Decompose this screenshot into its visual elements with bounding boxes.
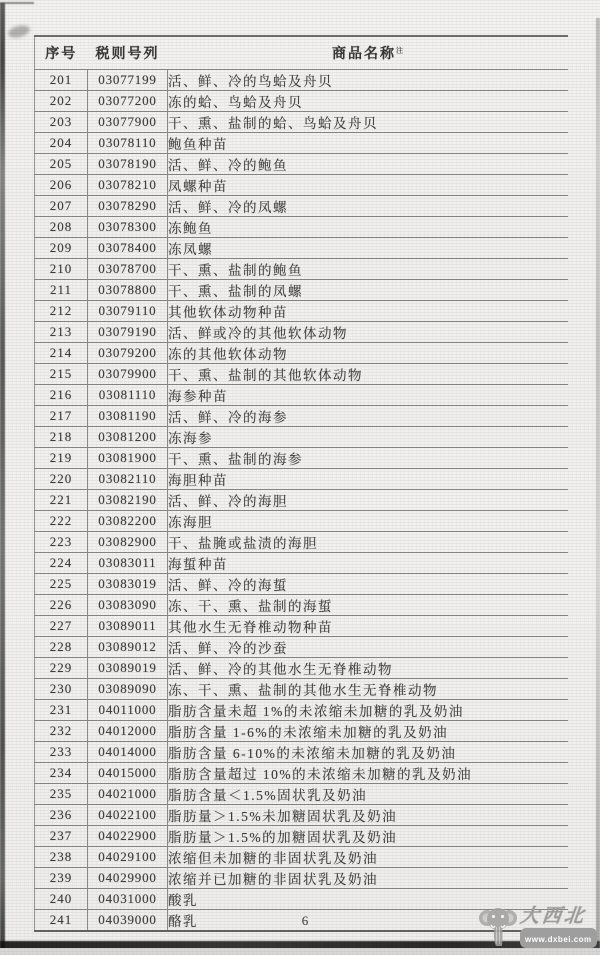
tariff-code-cell: 03077900 [88,111,168,132]
table-row [35,447,568,468]
tariff-code-cell: 03082200 [88,510,168,531]
scan-artifact-left-edge [0,3,5,952]
tariff-code-cell: 04039000 [88,909,168,931]
tariff-code-cell: 03083090 [88,594,168,615]
serial-cell: 240 [35,888,88,909]
serial-cell: 202 [35,90,88,111]
table-row [35,468,568,489]
table-row [35,69,568,90]
serial-cell: 227 [35,615,88,636]
table-row [35,132,568,153]
serial-cell: 211 [35,279,88,300]
product-name-cell: 脂肪含量＜1.5%固状乳及奶油 [168,783,568,804]
serial-cell: 201 [35,69,88,90]
serial-cell: 207 [35,195,88,216]
table-body [35,69,568,931]
serial-cell: 204 [35,132,88,153]
product-name-cell: 脂肪含量 1-6%的未浓缩未加糖的乳及奶油 [168,720,568,741]
tariff-code-cell: 04015000 [88,762,168,783]
tariff-code-cell: 03079190 [88,321,168,342]
table-row [35,300,568,321]
tariff-code-cell: 04012000 [88,720,168,741]
product-name-cell: 活、鲜、冷的海胆 [168,489,568,510]
table-row [35,657,568,678]
tariff-code-cell: 03082110 [88,468,168,489]
product-name-cell: 海胆种苗 [168,468,568,489]
column-header-tariff-code: 税则号列 [88,36,168,69]
serial-cell: 224 [35,552,88,573]
tariff-code-cell: 03078300 [88,216,168,237]
table-row [35,636,568,657]
table-row [35,510,568,531]
tariff-code-cell: 03079900 [88,363,168,384]
tariff-code-cell: 03089019 [88,657,168,678]
table-row [35,531,568,552]
serial-cell: 210 [35,258,88,279]
product-name-cell: 冻鲍鱼 [168,216,568,237]
product-name-cell: 活、鲜、冷的其他水生无脊椎动物 [168,657,568,678]
tariff-code-cell: 03083019 [88,573,168,594]
tariff-code-cell: 03078290 [88,195,168,216]
product-name-cell: 活、鲜、冷的海参 [168,405,568,426]
serial-cell: 231 [35,699,88,720]
watermark-url-badge [520,928,597,948]
tariff-code-cell: 03089090 [88,678,168,699]
product-name-cell: 活、鲜、冷的鸟蛤及舟贝 [168,69,568,90]
serial-cell: 237 [35,825,88,846]
product-name-cell: 浓缩但未加糖的非固状乳及奶油 [168,846,568,867]
product-name-cell: 活、鲜、冷的海蜇 [168,573,568,594]
serial-cell: 208 [35,216,88,237]
tariff-code-cell: 03078400 [88,237,168,258]
tariff-code-cell: 03077200 [88,90,168,111]
elephant-icon [478,903,518,949]
serial-cell: 216 [35,384,88,405]
tariff-code-cell: 03079200 [88,342,168,363]
serial-cell: 213 [35,321,88,342]
table-row [35,405,568,426]
serial-cell: 218 [35,426,88,447]
product-name-cell: 冻海参 [168,426,568,447]
tariff-code-cell: 04031000 [88,888,168,909]
serial-cell: 203 [35,111,88,132]
page-number: 6 [301,913,309,928]
serial-cell: 219 [35,447,88,468]
scan-artifact-top-mark [0,2,34,4]
product-name-cell: 干、熏、盐制的凤螺 [168,279,568,300]
tariff-code-cell: 04029100 [88,846,168,867]
tariff-code-cell: 03089011 [88,615,168,636]
table-row [35,552,568,573]
table-row [35,321,568,342]
table-row [35,111,568,132]
product-name-cell: 活、鲜或冷的其他软体动物 [168,321,568,342]
product-name-cell: 海蜇种苗 [168,552,568,573]
tariff-code-cell: 03081900 [88,447,168,468]
serial-cell: 225 [35,573,88,594]
tariff-code-cell: 03078700 [88,258,168,279]
tariff-code-cell: 03081110 [88,384,168,405]
table-row [35,342,568,363]
table-row [35,804,568,825]
product-name-cell: 脂肪量＞1.5%未加糖固状乳及奶油 [168,804,568,825]
tariff-code-cell: 04029900 [88,867,168,888]
serial-cell: 217 [35,405,88,426]
tariff-code-cell: 03078800 [88,279,168,300]
column-header-serial: 序号 [35,36,88,69]
serial-cell: 221 [35,489,88,510]
product-name-cell: 干、熏、盐制的海参 [168,447,568,468]
table-row [35,741,568,762]
product-name-cell: 脂肪含量超过 10%的未浓缩未加糖的乳及奶油 [168,762,568,783]
serial-cell: 228 [35,636,88,657]
column-header-product-name [168,36,568,69]
product-name-cell: 干、熏、盐制的其他软体动物 [168,363,568,384]
tariff-code-cell: 04011000 [88,699,168,720]
serial-cell: 222 [35,510,88,531]
tariff-code-cell: 03083011 [88,552,168,573]
serial-cell: 233 [35,741,88,762]
table-row [35,699,568,720]
product-name-cell: 冻的其他软体动物 [168,342,568,363]
serial-cell: 223 [35,531,88,552]
tariff-code-cell: 03078210 [88,174,168,195]
serial-cell: 234 [35,762,88,783]
tariff-code-cell: 03077199 [88,69,168,90]
table-row [35,426,568,447]
product-name-cell: 脂肪含量未超 1%的未浓缩未加糖的乳及奶油 [168,699,568,720]
product-name-cell: 凤螺种苗 [168,174,568,195]
table-row [35,174,568,195]
table-row [35,195,568,216]
tariff-code-cell: 03078190 [88,153,168,174]
table-row [35,825,568,846]
serial-cell: 214 [35,342,88,363]
serial-cell: 232 [35,720,88,741]
table-header-row [35,36,568,69]
tariff-table [34,35,568,932]
tariff-code-cell: 03079110 [88,300,168,321]
table-row [35,90,568,111]
serial-cell: 235 [35,783,88,804]
serial-cell: 239 [35,867,88,888]
product-name-cell: 冻凤螺 [168,237,568,258]
table-row [35,678,568,699]
product-name-cell: 酸乳 [168,888,568,909]
product-name-cell: 海参种苗 [168,384,568,405]
site-watermark [478,903,596,951]
tariff-code-cell: 04014000 [88,741,168,762]
tariff-code-cell: 03081200 [88,426,168,447]
product-name-cell: 冻、干、熏、盐制的海蜇 [168,594,568,615]
product-name-cell: 其他水生无脊椎动物种苗 [168,615,568,636]
serial-cell: 215 [35,363,88,384]
watermark-text-block [520,907,597,948]
table-row [35,363,568,384]
tariff-code-cell: 03089012 [88,636,168,657]
table-row [35,762,568,783]
table-row [35,279,568,300]
product-name-cell: 冻的蛤、鸟蛤及舟贝 [168,90,568,111]
product-name-cell: 冻海胆 [168,510,568,531]
table-row [35,153,568,174]
serial-cell: 220 [35,468,88,489]
table-row [35,867,568,888]
tariff-code-cell: 04022100 [88,804,168,825]
product-name-cell: 干、熏、盐制的鲍鱼 [168,258,568,279]
serial-cell: 206 [35,174,88,195]
scan-artifact-right-edge [596,18,600,948]
table-row [35,846,568,867]
table-row [35,615,568,636]
product-name-cell: 活、鲜、冷的凤螺 [168,195,568,216]
serial-cell: 230 [35,678,88,699]
serial-cell: 212 [35,300,88,321]
product-name-cell: 冻、干、熏、盐制的其他水生无脊椎动物 [168,678,568,699]
product-name-cell: 干、盐腌或盐渍的海胆 [168,531,568,552]
tariff-code-cell: 03082190 [88,489,168,510]
product-name-cell: 干、熏、盐制的蛤、鸟蛤及舟贝 [168,111,568,132]
serial-cell: 241 [35,909,88,931]
column-header-product-name-label: 商品名称 [332,46,396,62]
serial-cell: 209 [35,237,88,258]
tariff-code-cell: 04021000 [88,783,168,804]
product-name-cell: 脂肪量＞1.5%的加糖固状乳及奶油 [168,825,568,846]
table-row [35,216,568,237]
table-row [35,384,568,405]
watermark-site-name: 大西北 [518,906,588,927]
product-name-cell: 鲍鱼种苗 [168,132,568,153]
tariff-code-cell: 04022900 [88,825,168,846]
table-row [35,573,568,594]
serial-cell: 236 [35,804,88,825]
serial-cell: 229 [35,657,88,678]
watermark-url: www.dxbei.com [525,935,592,944]
scan-artifact-smudge [7,24,31,40]
table-header [35,36,568,69]
serial-cell: 238 [35,846,88,867]
table-row [35,489,568,510]
product-name-cell: 活、鲜、冷的沙蚕 [168,636,568,657]
product-name-cell: 浓缩并已加糖的非固状乳及奶油 [168,867,568,888]
note-superscript: 注 [396,46,403,55]
tariff-code-cell: 03078110 [88,132,168,153]
tariff-code-cell: 03082900 [88,531,168,552]
serial-cell: 205 [35,153,88,174]
table-row [35,720,568,741]
table-row [35,783,568,804]
product-name-cell: 脂肪含量 6-10%的未浓缩未加糖的乳及奶油 [168,741,568,762]
product-name-cell: 活、鲜、冷的鲍鱼 [168,153,568,174]
table-row [35,237,568,258]
product-name-cell: 其他软体动物种苗 [168,300,568,321]
table-row [35,594,568,615]
tariff-code-cell: 03081190 [88,405,168,426]
product-name-cell: 酪乳 [168,909,568,931]
serial-cell: 226 [35,594,88,615]
table-row [35,258,568,279]
